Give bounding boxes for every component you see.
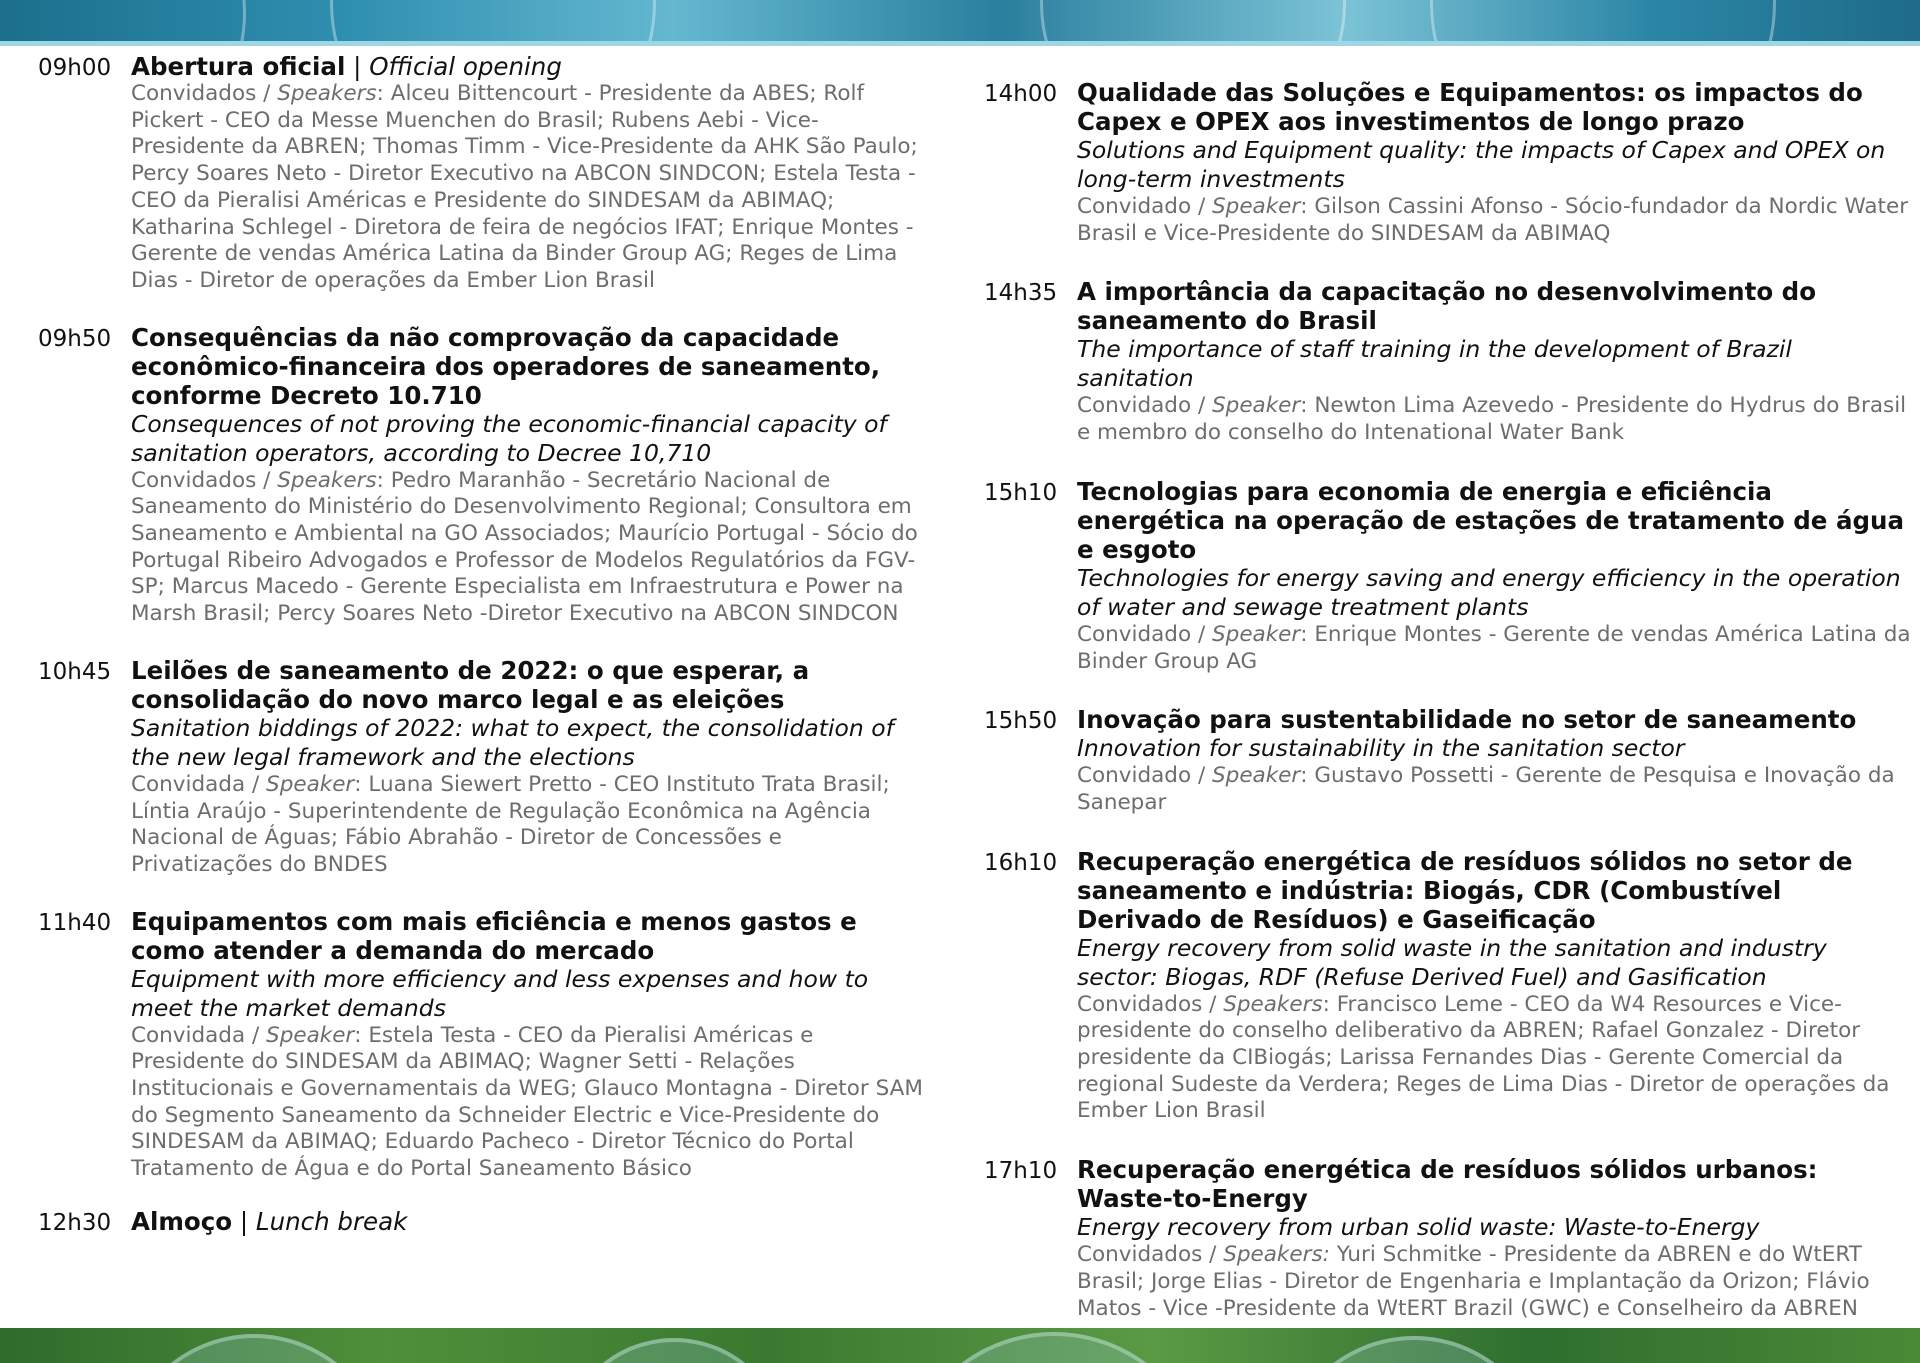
speakers-prefix: Convidada /: [131, 771, 267, 797]
session-time: 16h10: [984, 849, 1058, 876]
session-speakers: [1077, 622, 1914, 675]
session-content: [1077, 277, 1914, 446]
speakers-label: Speaker: [1212, 194, 1301, 219]
session-content: [131, 656, 928, 879]
speakers-list: : Gustavo Possetti - Gerente de Pesquisa e Inovação da Sanepar: [1077, 763, 1895, 815]
session-title-pt: Inovação para sustentabilidade no setor de saneamento: [1077, 705, 1857, 735]
session-content: [1077, 847, 1914, 1126]
title-separator: |: [345, 52, 370, 81]
session-content: [131, 907, 928, 1183]
speakers-prefix: Convidados /: [131, 81, 278, 106]
speakers-list: : Luana Siewert Pretto - CEO Instituto Trata Brasil; Líntia Araújo - Superintendente de Regulação Econômica na Agência Nacional de Águas; Fábio Abrahão - Diretor de Concessões e Privatizações do BNDES: [131, 771, 890, 877]
session-title-pt: Qualidade das Soluções e Equipamentos: os impactos do Capex e OPEX aos investimentos de longo prazo: [1077, 78, 1863, 136]
schedule-entry: [984, 1155, 1914, 1322]
session-subtitle-en: Solutions and Equipment quality: the impacts of Capex and OPEX on long-term investments: [1077, 136, 1886, 193]
session-title-pt: Recuperação energética de resíduos sólidos urbanos: Waste-to-Energy: [1077, 1155, 1818, 1214]
session-speakers: [1077, 194, 1914, 247]
session-time: 14h00: [984, 81, 1058, 107]
session-title-en: Official opening: [369, 52, 562, 81]
speakers-label: Speakers:: [1223, 1242, 1330, 1268]
speakers-label: Speaker: [1212, 621, 1301, 647]
session-time: 17h10: [984, 1158, 1058, 1185]
session-subtitle-en: Consequences of not proving the economic-financial capacity of sanitation operators, according to Decree 10,710: [131, 409, 887, 467]
session-content: [131, 323, 928, 628]
session-time: 12h30: [38, 1209, 112, 1236]
session-title: [1077, 1155, 1914, 1213]
session-time: 09h50: [38, 325, 112, 352]
session-subtitle-en: Equipment with more efficiency and less expenses and how to meet the market demands: [131, 964, 869, 1022]
session-subtitle-en: Energy recovery from urban solid waste: Waste-to-Energy: [1077, 1213, 1760, 1242]
session-speakers: [1077, 992, 1914, 1126]
session-time: 10h45: [38, 658, 112, 685]
speakers-list: : Pedro Maranhão - Secretário Nacional de Saneamento do Ministério do Desenvolvimento Regional; Consultora em Saneamento e Ambiental na GO Associados; Maurício Portugal - Sócio do Portugal Ribeiro Advogados e Professor de Modelos Regulatórios da FGV-SP; Marcus Macedo - Gerente Especialista em Infraestrutura e Power na Marsh Brasil; Percy Soares Neto -Diretor Executivo na ABCON SINDCON: [131, 467, 918, 627]
speakers-label: Speakers: [277, 467, 377, 493]
speakers-label: Speaker: [266, 1022, 355, 1048]
speakers-prefix: Convidados /: [131, 467, 278, 493]
session-subtitle-en: The importance of staff training in the development of Brazil sanitation: [1077, 335, 1792, 393]
speakers-label: Speaker: [266, 771, 355, 797]
session-title: [131, 907, 928, 965]
session-title-pt: Tecnologias para economia de energia e eficiência energética na operação de estações de tratamento de água e esgoto: [1077, 476, 1904, 564]
speakers-list: : Newton Lima Azevedo - Presidente do Hydrus do Brasil e membro do conselho do Intenational Water Bank: [1077, 393, 1907, 446]
session-speakers: [131, 1023, 928, 1183]
session-subtitle-en: Sanitation biddings of 2022: what to expect, the consolidation of the new legal framework and the elections: [131, 713, 894, 771]
speakers-prefix: Convidado /: [1077, 621, 1213, 647]
session-title: [1077, 277, 1914, 335]
speakers-label: Speakers: [1223, 991, 1323, 1017]
session-content: [131, 1207, 928, 1236]
speakers-list: : Alceu Bittencourt - Presidente da ABES; Rolf Pickert - CEO da Messe Muenchen do Brasil; Rubens Aebi - Vice-Presidente da ABREN; Thomas Timm - Vice-Presidente da AHK São Paulo; Percy Soares Neto - Diretor Executivo na ABCON SINDCON; Estela Testa - CEO da Pieralisi Américas e Presidente do SINDESAM da ABIMAQ; Katharina Schlegel - Diretora de feira de negócios IFAT; Enrique Montes - Gerente de vendas América Latina da Binder Group AG; Reges de Lima Dias - Diretor de operações da Ember Lion Brasil: [131, 81, 918, 293]
session-content: [1077, 78, 1914, 247]
schedule-entry: [984, 477, 1914, 675]
session-speakers: [1077, 763, 1914, 816]
session-content: [1077, 477, 1914, 675]
speakers-list: : Gilson Cassini Afonso - Sócio-fundador da Nordic Water Brasil e Vice-Presidente do SINDESAM da ABIMAQ: [1077, 194, 1909, 246]
session-title-pt: Consequências da não comprovação da capacidade econômico-financeira dos operadores de saneamento, conforme Decreto 10.710: [131, 322, 881, 410]
speakers-list: Yuri Schmitke - Presidente da ABREN e do WtERT Brasil; Jorge Elias - Diretor de Engenharia e Implantação da Orizon; Flávio Matos - Vice -Presidente da WtERT Brazil (GWC) e Conselheiro da ABREN: [1077, 1242, 1870, 1321]
session-content: [1077, 1155, 1914, 1322]
session-speakers: [131, 468, 928, 628]
session-title-pt: A importância da capacitação no desenvolvimento do saneamento do Brasil: [1077, 277, 1817, 336]
session-title: [131, 323, 928, 410]
session-speakers: [131, 772, 928, 879]
session-speakers: [1077, 1242, 1914, 1322]
speakers-list: : Estela Testa - CEO da Pieralisi Américas e Presidente do SINDESAM da ABIMAQ; Wagner Setti - Relações Institucionais e Governamentais da WEG; Glauco Montagna - Diretor SAM do Segmento Saneamento da Schneider Electric e Vice-Presidente do SINDESAM da ABIMAQ; Eduardo Pacheco - Diretor Técnico do Portal Tratamento de Água e do Portal Saneamento Básico: [131, 1022, 923, 1182]
session-content: [131, 52, 928, 295]
schedule-right-column: [984, 78, 1914, 1322]
session-title: [1077, 78, 1914, 136]
schedule-entry: [38, 323, 928, 628]
session-content: [1077, 705, 1914, 816]
speakers-list: : Francisco Leme - CEO da W4 Resources e Vice-presidente do conselho deliberativo da ABREN; Rafael Gonzalez - Diretor presidente da CIBiogás; Larissa Fernandes Dias - Gerente Comercial da regional Sudeste da Verdera; Reges de Lima Dias - Diretor de operações da Ember Lion Brasil: [1077, 991, 1890, 1124]
session-title: [1077, 847, 1914, 934]
title-separator: |: [232, 1206, 256, 1236]
session-title: [131, 52, 928, 81]
schedule-entry: [38, 1207, 928, 1238]
bottom-banner-image: [0, 1328, 1920, 1363]
top-banner-image: [0, 0, 1920, 46]
session-subtitle-en: Innovation for sustainability in the sanitation sector: [1077, 734, 1685, 763]
session-title-pt: Abertura oficial: [131, 52, 346, 81]
session-title: [131, 656, 928, 714]
speakers-label: Speaker: [1212, 763, 1301, 789]
session-subtitle-en: Energy recovery from solid waste in the sanitation and industry sector: Biogas, RDF (Refuse Derived Fuel) and Gasification: [1077, 933, 1827, 991]
schedule-entry: [38, 52, 928, 295]
schedule-entry: [984, 277, 1914, 446]
session-time: 15h50: [984, 708, 1058, 735]
speakers-prefix: Convidado /: [1077, 763, 1213, 789]
speakers-prefix: Convidados /: [1077, 1242, 1224, 1268]
speakers-list: : Enrique Montes - Gerente de vendas América Latina da Binder Group AG: [1077, 621, 1911, 674]
speakers-prefix: Convidado /: [1077, 194, 1213, 219]
schedule-entry: [984, 847, 1914, 1126]
session-time: 11h40: [38, 909, 112, 936]
session-time: 15h10: [984, 479, 1058, 506]
session-title-pt: Leilões de saneamento de 2022: o que esperar, a consolidação do novo marco legal e as eleições: [131, 655, 810, 714]
speakers-prefix: Convidados /: [1077, 991, 1224, 1017]
session-speakers: [131, 81, 928, 295]
speakers-prefix: Convidado /: [1077, 393, 1213, 419]
session-title-en: Lunch break: [255, 1206, 408, 1236]
session-title: [131, 1207, 928, 1236]
schedule-left-column: [38, 52, 928, 1238]
session-time: 09h00: [38, 55, 112, 81]
session-title: [1077, 705, 1914, 734]
schedule-entry: [38, 656, 928, 879]
speakers-prefix: Convidada /: [131, 1022, 267, 1048]
schedule-entry: [984, 705, 1914, 816]
session-subtitle-en: Technologies for energy saving and energy efficiency in the operation of water and sewage treatment plants: [1077, 563, 1901, 621]
session-title-pt: Almoço: [131, 1206, 233, 1236]
speakers-label: Speaker: [1212, 393, 1301, 419]
session-title-pt: Equipamentos com mais eficiência e menos gastos e como atender a demanda do mercado: [131, 906, 857, 965]
session-title-pt: Recuperação energética de resíduos sólidos no setor de saneamento e indústria: Biogás, CDR (Combustível Derivado de Resíduos) e Gaseificação: [1077, 846, 1853, 934]
session-title: [1077, 477, 1914, 564]
speakers-label: Speakers: [277, 81, 377, 106]
session-time: 14h35: [984, 280, 1058, 307]
session-speakers: [1077, 393, 1914, 446]
schedule-entry: [38, 907, 928, 1183]
schedule-entry: [984, 78, 1914, 247]
